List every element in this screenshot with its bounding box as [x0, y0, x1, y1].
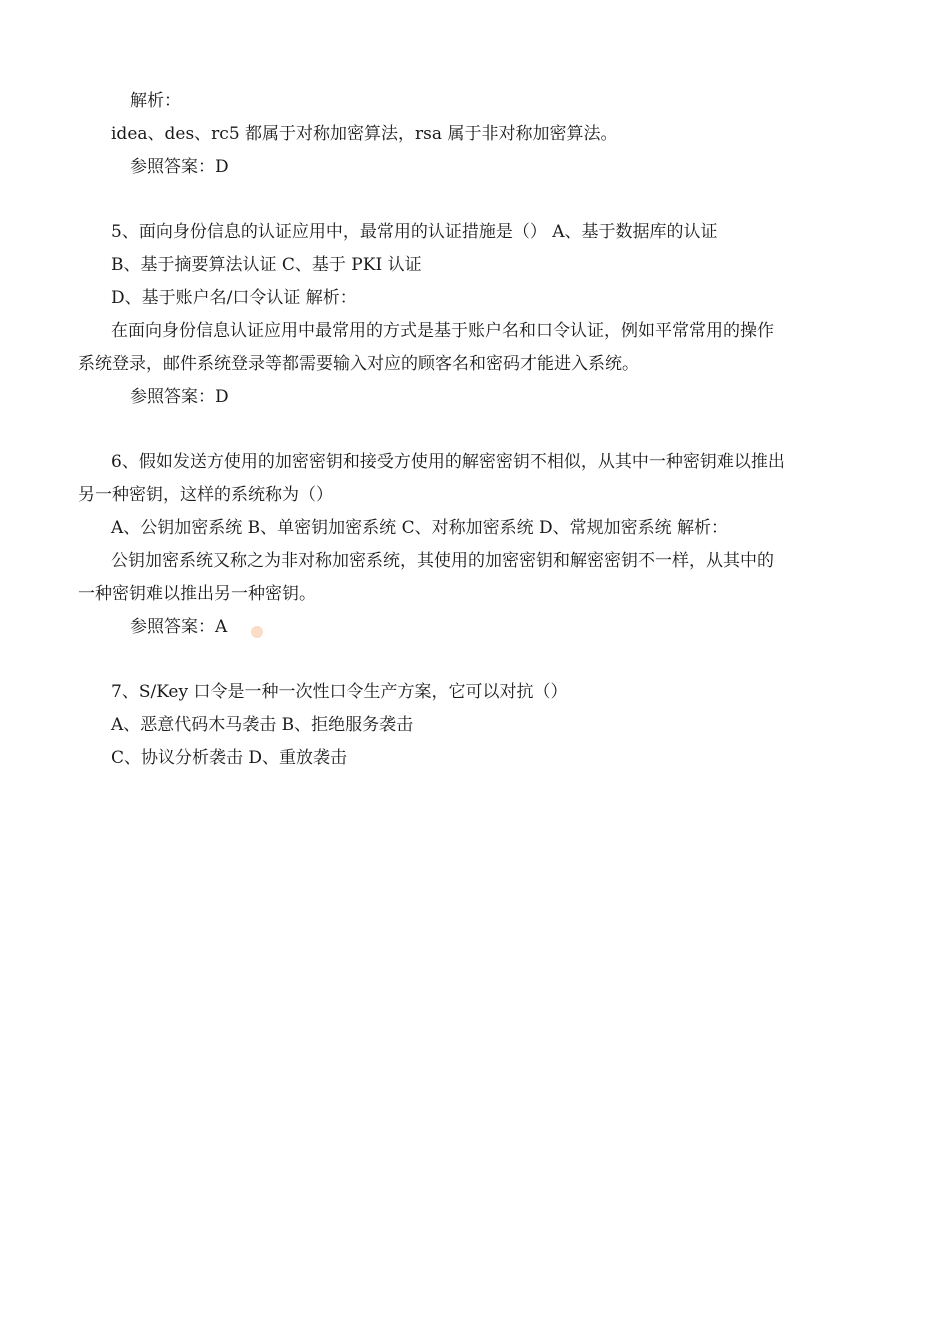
question-6-analysis-line-2: 一种密钥难以推出另一种密钥。: [78, 584, 316, 604]
question-5-reference-answer: 参照答案：D: [130, 387, 229, 407]
reference-answer: 参照答案：D: [130, 157, 229, 177]
question-5-options-bc: B、基于摘要算法认证 C、基于 PKI 认证: [111, 255, 422, 275]
question-7-options-ab: A、恶意代码木马袭击 B、拒绝服务袭击: [111, 715, 414, 735]
question-5-analysis-line-1: 在面向身份信息认证应用中最常用的方式是基于账户名和口令认证，例如平常常用的操作: [111, 321, 774, 341]
question-5-option-d: D、基于账户名/口令认证 解析：: [111, 288, 357, 308]
question-7-options-cd: C、协议分析袭击 D、重放袭击: [111, 748, 348, 768]
question-5-analysis-line-2: 系统登录，邮件系统登录等都需要输入对应的顾客名和密码才能进入系统。: [78, 354, 639, 374]
question-6-stem-line-1: 6、假如发送方使用的加密密钥和接受方使用的解密密钥不相似，从其中一种密钥难以推出: [111, 452, 785, 472]
question-7-stem: 7、S/Key 口令是一种一次性口令生产方案，它可以对抗（）: [111, 682, 568, 702]
question-6-reference-answer: 参照答案：A: [130, 617, 228, 637]
question-6-stem-line-2: 另一种密钥，这样的系统称为（）: [78, 485, 333, 505]
question-5-stem: 5、面向身份信息的认证应用中，最常用的认证措施是（） A、基于数据库的认证: [111, 222, 718, 242]
analysis-text: idea、des、rc5 都属于对称加密算法，rsa 属于非对称加密算法。: [111, 124, 618, 144]
decorative-dot: [251, 626, 263, 638]
question-6-options: A、公钥加密系统 B、单密钥加密系统 C、对称加密系统 D、常规加密系统 解析：: [111, 518, 729, 538]
analysis-label: 解析：: [130, 91, 181, 111]
question-6-analysis-line-1: 公钥加密系统又称之为非对称加密系统，其使用的加密密钥和解密密钥不一样，从其中的: [111, 551, 774, 571]
